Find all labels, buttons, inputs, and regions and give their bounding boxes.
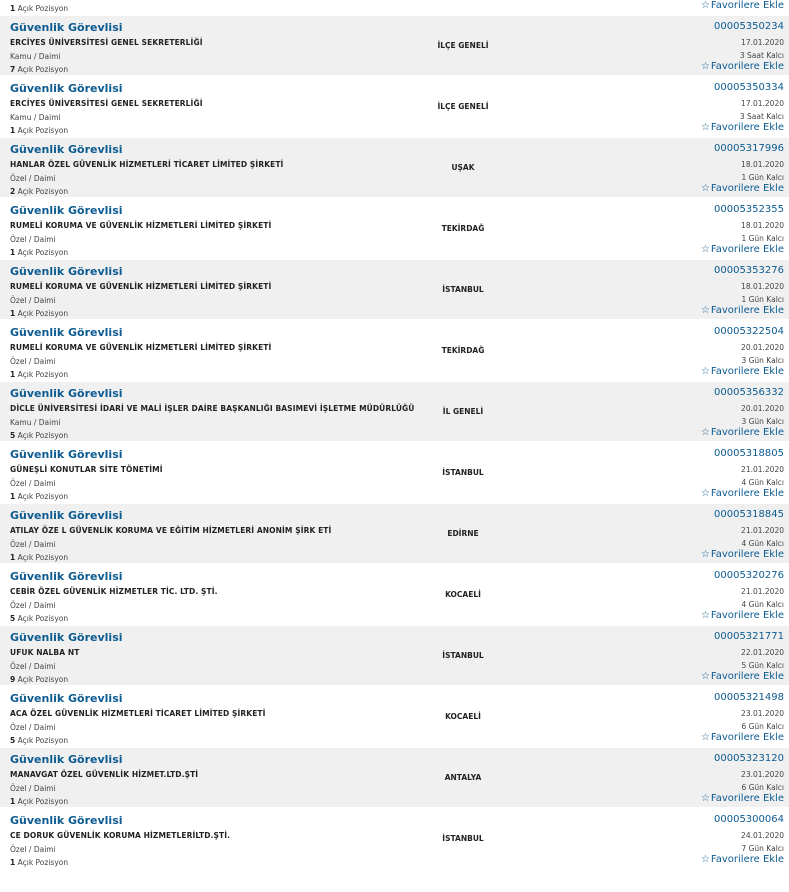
add-to-favorites-button[interactable] xyxy=(701,488,784,499)
open-positions-count: 1 xyxy=(10,126,16,135)
open-positions-count: 1 xyxy=(10,553,16,562)
open-positions xyxy=(10,797,68,806)
star-icon: ☆ xyxy=(700,244,710,255)
job-code-link[interactable]: 00005353276 xyxy=(714,265,784,276)
star-icon: ☆ xyxy=(700,183,710,194)
open-positions xyxy=(10,614,68,623)
job-listing-row[interactable] xyxy=(0,0,789,15)
job-listing-row[interactable] xyxy=(0,748,789,808)
job-code-link[interactable]: 00005352355 xyxy=(714,204,784,215)
add-to-favorites-label: Favorilere Ekle xyxy=(710,488,784,499)
add-to-favorites-label: Favorilere Ekle xyxy=(710,732,784,743)
employer-name: RUMELİ KORUMA VE GÜVENLİK HİZMETLERİ LİMİTED ŞİRKETİ xyxy=(10,343,272,352)
time-remaining: 7 Gün Kalcı xyxy=(741,844,784,853)
time-remaining: 1 Gün Kalcı xyxy=(741,295,784,304)
star-icon: ☆ xyxy=(700,366,710,377)
open-positions-label: Açık Pozisyon xyxy=(17,858,69,867)
job-listing-row[interactable] xyxy=(0,199,789,259)
job-date: 21.01.2020 xyxy=(741,526,784,535)
job-code-link[interactable]: 00005350334 xyxy=(714,82,784,93)
add-to-favorites-button[interactable] xyxy=(701,610,784,621)
open-positions-label: Açık Pozisyon xyxy=(17,187,69,196)
job-location: EDİRNE xyxy=(447,529,479,538)
job-location: UŞAK xyxy=(451,163,475,172)
open-positions-count: 1 xyxy=(10,309,16,318)
job-code-link[interactable]: 00005318805 xyxy=(714,448,784,459)
job-code-link[interactable]: 00005356332 xyxy=(714,387,784,398)
open-positions-count: 1 xyxy=(10,797,16,806)
job-title-link[interactable]: Güvenlik Görevlisi xyxy=(10,387,123,400)
open-positions-count: 5 xyxy=(10,614,16,623)
job-date: 22.01.2020 xyxy=(741,648,784,657)
open-positions-count: 7 xyxy=(10,65,16,74)
job-date: 17.01.2020 xyxy=(741,38,784,47)
employer-name: RUMELİ KORUMA VE GÜVENLİK HİZMETLERİ LİMİTED ŞİRKETİ xyxy=(10,221,272,230)
employer-name: GÜNEŞLİ KONUTLAR SİTE TÖNETİMİ xyxy=(10,465,163,474)
job-title-link[interactable]: Güvenlik Görevlisi xyxy=(10,326,123,339)
time-remaining: 6 Gün Kalcı xyxy=(741,783,784,792)
job-location: İL GENELİ xyxy=(442,407,484,416)
time-remaining: 6 Gün Kalcı xyxy=(741,722,784,731)
star-icon: ☆ xyxy=(700,793,710,804)
job-listing-row[interactable] xyxy=(0,138,789,198)
open-positions-count: 1 xyxy=(10,248,16,257)
job-listing-row[interactable] xyxy=(0,687,789,747)
add-to-favorites-button[interactable] xyxy=(701,366,784,377)
add-to-favorites-label: Favorilere Ekle xyxy=(710,671,784,682)
job-title-link[interactable]: Güvenlik Görevlisi xyxy=(10,21,123,34)
open-positions xyxy=(10,858,68,867)
employer-name: ACA ÖZEL GÜVENLİK HİZMETLERİ TİCARET LİMİTED ŞİRKETİ xyxy=(10,709,266,718)
time-remaining: 4 Gün Kalcı xyxy=(741,600,784,609)
add-to-favorites-button[interactable] xyxy=(701,61,784,72)
job-title-link[interactable]: Güvenlik Görevlisi xyxy=(10,692,123,705)
add-to-favorites-button[interactable] xyxy=(701,732,784,743)
job-date: 18.01.2020 xyxy=(741,221,784,230)
add-to-favorites-button[interactable] xyxy=(701,183,784,194)
job-title-link[interactable]: Güvenlik Görevlisi xyxy=(10,265,123,278)
job-title-link[interactable]: Güvenlik Görevlisi xyxy=(10,570,123,583)
job-type: Özel / Daimi xyxy=(10,174,56,183)
job-date: 18.01.2020 xyxy=(741,160,784,169)
open-positions-label: Açık Pozisyon xyxy=(17,553,69,562)
open-positions xyxy=(10,248,68,257)
time-remaining: 1 Gün Kalcı xyxy=(741,234,784,243)
star-icon: ☆ xyxy=(700,549,710,560)
add-to-favorites-label: Favorilere Ekle xyxy=(710,305,784,316)
add-to-favorites-label: Favorilere Ekle xyxy=(710,366,784,377)
job-title-link[interactable]: Güvenlik Görevlisi xyxy=(10,82,123,95)
open-positions-label: Açık Pozisyon xyxy=(17,4,69,13)
job-date: 23.01.2020 xyxy=(741,709,784,718)
job-listing-row[interactable] xyxy=(0,809,789,869)
open-positions xyxy=(10,309,68,318)
job-title-link[interactable]: Güvenlik Görevlisi xyxy=(10,143,123,156)
job-location: TEKİRDAĞ xyxy=(441,224,485,233)
open-positions xyxy=(10,4,68,13)
open-positions-count: 1 xyxy=(10,492,16,501)
job-location: İLÇE GENELİ xyxy=(437,102,489,111)
job-type: Özel / Daimi xyxy=(10,296,56,305)
open-positions-label: Açık Pozisyon xyxy=(17,431,69,440)
time-remaining: 4 Gün Kalcı xyxy=(741,478,784,487)
employer-name: CEBİR ÖZEL GÜVENLİK HİZMETLER TİC. LTD. ŞTİ. xyxy=(10,587,218,596)
star-icon: ☆ xyxy=(700,61,710,72)
job-listing-row[interactable] xyxy=(0,16,789,76)
job-code-link[interactable]: 00005350234 xyxy=(714,21,784,32)
time-remaining: 4 Gün Kalcı xyxy=(741,539,784,548)
star-icon: ☆ xyxy=(700,427,710,438)
job-date: 21.01.2020 xyxy=(741,587,784,596)
employer-name: UFUK NALBA NT xyxy=(10,648,80,657)
job-listing-row[interactable] xyxy=(0,504,789,564)
add-to-favorites-label: Favorilere Ekle xyxy=(710,244,784,255)
open-positions-count: 1 xyxy=(10,858,16,867)
job-type: Kamu / Daimi xyxy=(10,418,61,427)
employer-name: ATILAY ÖZE L GÜVENLİK KORUMA VE EĞİTİM HİZMETLERİ ANONİM ŞİRK ETİ xyxy=(10,526,332,535)
job-type: Özel / Daimi xyxy=(10,540,56,549)
add-to-favorites-label: Favorilere Ekle xyxy=(710,122,784,133)
open-positions-label: Açık Pozisyon xyxy=(17,675,69,684)
job-title-link[interactable]: Güvenlik Görevlisi xyxy=(10,448,123,461)
job-title-link[interactable]: Güvenlik Görevlisi xyxy=(10,631,123,644)
employer-name: CE DORUK GÜVENLİK KORUMA HİZMETLERİLTD.ŞTİ. xyxy=(10,831,231,840)
add-to-favorites-label: Favorilere Ekle xyxy=(710,61,784,72)
employer-name: MANAVGAT ÖZEL GÜVENLİK HİZMET.LTD.ŞTİ xyxy=(10,770,199,779)
time-remaining: 3 Saat Kalcı xyxy=(739,112,784,121)
job-date: 23.01.2020 xyxy=(741,770,784,779)
open-positions-label: Açık Pozisyon xyxy=(17,492,69,501)
job-location: İLÇE GENELİ xyxy=(437,41,489,50)
job-type: Kamu / Daimi xyxy=(10,113,61,122)
open-positions xyxy=(10,187,68,196)
job-code-link[interactable]: 00005323120 xyxy=(714,753,784,764)
open-positions-label: Açık Pozisyon xyxy=(17,370,69,379)
job-date: 18.01.2020 xyxy=(741,282,784,291)
add-to-favorites-button[interactable] xyxy=(701,854,784,865)
star-icon: ☆ xyxy=(700,0,710,11)
job-code-link[interactable]: 00005322504 xyxy=(714,326,784,337)
job-title-link[interactable]: Güvenlik Görevlisi xyxy=(10,204,123,217)
add-to-favorites-button[interactable] xyxy=(701,244,784,255)
job-code-link[interactable]: 00005321498 xyxy=(714,692,784,703)
add-to-favorites-button[interactable] xyxy=(701,305,784,316)
open-positions-count: 2 xyxy=(10,187,16,196)
add-to-favorites-label: Favorilere Ekle xyxy=(710,854,784,865)
open-positions-count: 9 xyxy=(10,675,16,684)
open-positions xyxy=(10,65,68,74)
open-positions xyxy=(10,675,68,684)
open-positions xyxy=(10,431,68,440)
time-remaining: 1 Gün Kalcı xyxy=(741,173,784,182)
job-listing-row[interactable] xyxy=(0,382,789,442)
add-to-favorites-label: Favorilere Ekle xyxy=(710,549,784,560)
job-location: İSTANBUL xyxy=(442,468,484,477)
star-icon: ☆ xyxy=(700,732,710,743)
job-type: Özel / Daimi xyxy=(10,723,56,732)
add-to-favorites-label: Favorilere Ekle xyxy=(710,427,784,438)
job-listing-row[interactable] xyxy=(0,321,789,381)
time-remaining: 5 Gün Kalcı xyxy=(741,661,784,670)
open-positions-label: Açık Pozisyon xyxy=(17,736,69,745)
star-icon: ☆ xyxy=(700,122,710,133)
job-title-link[interactable]: Güvenlik Görevlisi xyxy=(10,753,123,766)
job-date: 21.01.2020 xyxy=(741,465,784,474)
time-remaining: 3 Gün Kalcı xyxy=(741,356,784,365)
open-positions-label: Açık Pozisyon xyxy=(17,126,69,135)
open-positions-label: Açık Pozisyon xyxy=(17,797,69,806)
job-type: Özel / Daimi xyxy=(10,235,56,244)
job-type: Özel / Daimi xyxy=(10,479,56,488)
job-type: Kamu / Daimi xyxy=(10,52,61,61)
job-location: KOCAELİ xyxy=(445,712,481,721)
open-positions xyxy=(10,553,68,562)
job-location: İSTANBUL xyxy=(442,834,484,843)
add-to-favorites-button[interactable] xyxy=(701,671,784,682)
open-positions-count: 5 xyxy=(10,736,16,745)
add-to-favorites-button[interactable] xyxy=(701,793,784,804)
open-positions xyxy=(10,126,68,135)
job-listing-row[interactable] xyxy=(0,260,789,320)
job-listing-row[interactable] xyxy=(0,77,789,137)
add-to-favorites-button[interactable] xyxy=(701,427,784,438)
open-positions xyxy=(10,492,68,501)
job-location: İSTANBUL xyxy=(442,285,484,294)
employer-name: DİCLE ÜNİVERSİTESİ İDARİ VE MALİ İŞLER DAİRE BAŞKANLIĞI BASIMEVİ İŞLETME MÜDÜRLÜĞÜ xyxy=(10,404,415,413)
job-type: Özel / Daimi xyxy=(10,784,56,793)
job-type: Özel / Daimi xyxy=(10,662,56,671)
job-code-link[interactable]: 00005321771 xyxy=(714,631,784,642)
add-to-favorites-button[interactable] xyxy=(701,122,784,133)
job-code-link[interactable]: 00005320276 xyxy=(714,570,784,581)
job-code-link[interactable]: 00005317996 xyxy=(714,143,784,154)
add-to-favorites-label: Favorilere Ekle xyxy=(710,183,784,194)
employer-name: ERCİYES ÜNİVERSİTESİ GENEL SEKRETERLİĞİ xyxy=(10,99,203,108)
employer-name: RUMELİ KORUMA VE GÜVENLİK HİZMETLERİ LİMİTED ŞİRKETİ xyxy=(10,282,272,291)
star-icon: ☆ xyxy=(700,671,710,682)
job-code-link[interactable]: 00005318845 xyxy=(714,509,784,520)
job-location: TEKİRDAĞ xyxy=(441,346,485,355)
employer-name: HANLAR ÖZEL GÜVENLİK HİZMETLERİ TİCARET LİMİTED ŞİRKETİ xyxy=(10,160,284,169)
open-positions-count: 1 xyxy=(10,4,16,13)
open-positions-label: Açık Pozisyon xyxy=(17,248,69,257)
star-icon: ☆ xyxy=(700,305,710,316)
job-date: 20.01.2020 xyxy=(741,343,784,352)
job-type: Özel / Daimi xyxy=(10,601,56,610)
star-icon: ☆ xyxy=(700,854,710,865)
time-remaining: 3 Saat Kalcı xyxy=(739,51,784,60)
job-location: ANTALYA xyxy=(444,773,482,782)
employer-name: ERCİYES ÜNİVERSİTESİ GENEL SEKRETERLİĞİ xyxy=(10,38,203,47)
add-to-favorites-label: Favorilere Ekle xyxy=(710,0,784,11)
job-listing-row[interactable] xyxy=(0,565,789,625)
add-to-favorites-button[interactable] xyxy=(701,549,784,560)
time-remaining: 3 Gün Kalcı xyxy=(741,417,784,426)
open-positions-count: 1 xyxy=(10,370,16,379)
open-positions-label: Açık Pozisyon xyxy=(17,614,69,623)
job-type: Özel / Daimi xyxy=(10,845,56,854)
open-positions xyxy=(10,736,68,745)
job-title-link[interactable]: Güvenlik Görevlisi xyxy=(10,509,123,522)
open-positions xyxy=(10,370,68,379)
add-to-favorites-label: Favorilere Ekle xyxy=(710,793,784,804)
job-date: 17.01.2020 xyxy=(741,99,784,108)
job-listing-row[interactable] xyxy=(0,443,789,503)
star-icon: ☆ xyxy=(700,488,710,499)
job-code-link[interactable]: 00005300064 xyxy=(714,814,784,825)
open-positions-count: 5 xyxy=(10,431,16,440)
job-title-link[interactable]: Güvenlik Görevlisi xyxy=(10,814,123,827)
star-icon: ☆ xyxy=(700,610,710,621)
open-positions-label: Açık Pozisyon xyxy=(17,65,69,74)
job-location: KOCAELİ xyxy=(445,590,481,599)
open-positions-label: Açık Pozisyon xyxy=(17,309,69,318)
job-listing-row[interactable] xyxy=(0,626,789,686)
job-date: 24.01.2020 xyxy=(741,831,784,840)
job-location: İSTANBUL xyxy=(442,651,484,660)
add-to-favorites-button[interactable] xyxy=(701,0,784,11)
job-type: Özel / Daimi xyxy=(10,357,56,366)
add-to-favorites-label: Favorilere Ekle xyxy=(710,610,784,621)
job-date: 20.01.2020 xyxy=(741,404,784,413)
